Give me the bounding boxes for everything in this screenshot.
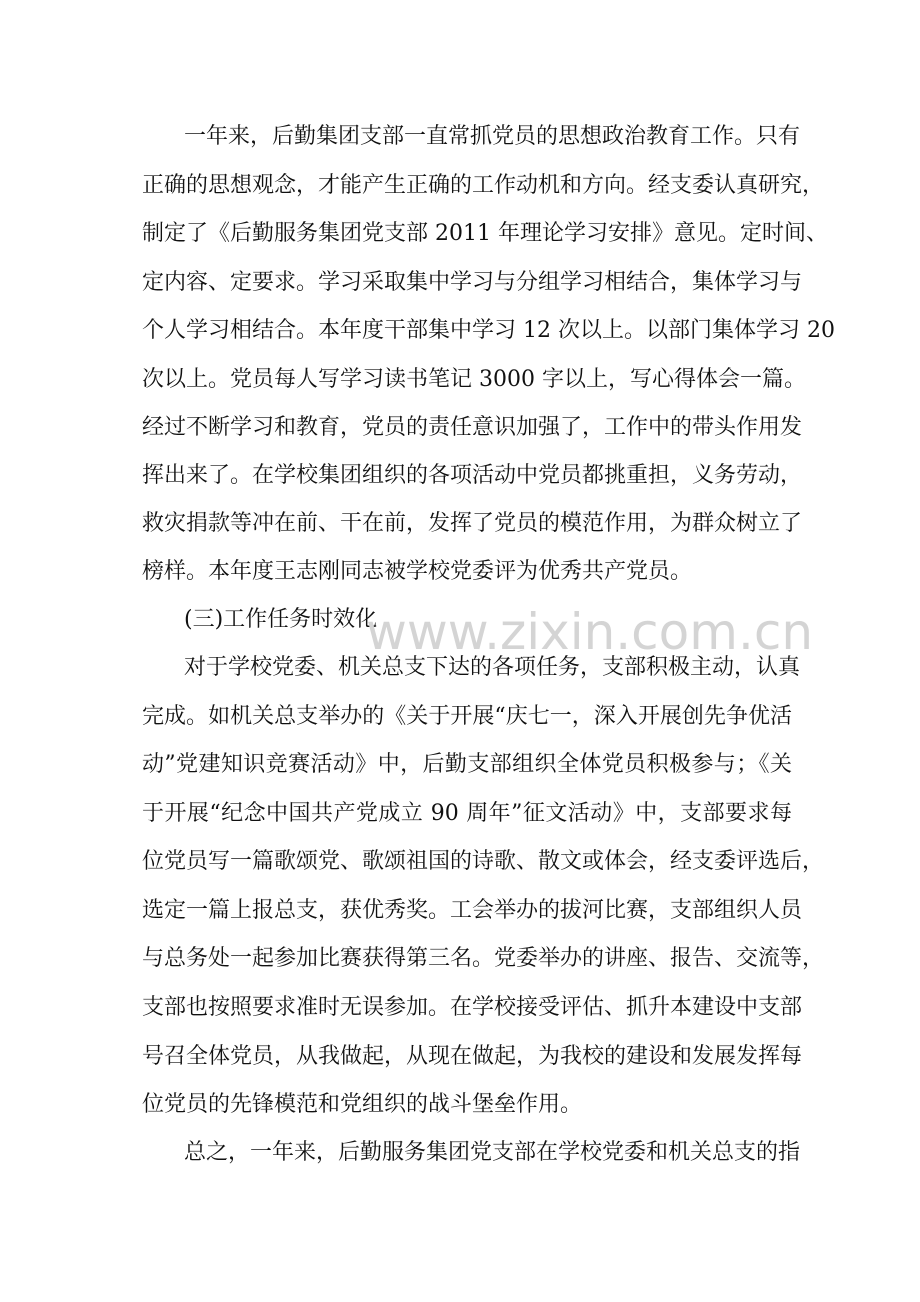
paragraph-1-line-6: 次以上。党员每人写学习读书笔记 3000 字以上，写心得体会一篇。	[142, 367, 806, 392]
paragraph-2-line-10: 位党员的先锋模范和党组织的战斗堡垒作用。	[142, 1092, 583, 1117]
paragraph-3-line-1: 总之，一年来，后勤服务集团党支部在学校党委和机关总支的指	[184, 1140, 801, 1165]
paragraph-1-line-3: 制定了《后勤服务集团党支部 2011 年理论学习安排》意见。定时间、	[142, 221, 828, 246]
paragraph-2-line-3: 动”党建知识竞赛活动》中，后勤支部组织全体党员积极参与；《关	[142, 752, 792, 777]
paragraph-1-line-2: 正确的思想观念，才能产生正确的工作动机和方向。经支委认真研究，	[142, 173, 825, 198]
paragraph-1-line-1: 一年来，后勤集团支部一直常抓党员的思想政治教育工作。只有	[184, 124, 801, 149]
paragraph-1-line-8: 挥出来了。在学校集团组织的各项活动中党员都挑重担，义务劳动，	[142, 463, 803, 488]
paragraph-2-line-6: 选定一篇上报总支，获优秀奖。工会举办的拔河比赛，支部组织人员	[142, 898, 803, 923]
paragraph-1-line-4: 定内容、定要求。学习采取集中学习与分组学习相结合，集体学习与	[142, 270, 803, 295]
paragraph-2-line-9: 号召全体党员，从我做起，从现在做起，为我校的建设和发展发挥每	[142, 1044, 803, 1069]
paragraph-1-line-10: 榜样。本年度王志刚同志被学校党委评为优秀共产党员。	[142, 559, 693, 584]
paragraph-2-line-4: 于开展“纪念中国共产党成立 90 周年”征文活动》中，支部要求每	[142, 801, 792, 826]
paragraph-2-line-7: 与总务处一起参加比赛获得第三名。党委举办的讲座、报告、交流等，	[142, 946, 825, 971]
paragraph-1-line-9: 救灾捐款等冲在前、干在前，发挥了党员的模范作用，为群众树立了	[142, 511, 803, 536]
section-heading: (三)工作任务时效化	[184, 607, 378, 632]
paragraph-2-line-5: 位党员写一篇歌颂党、歌颂祖国的诗歌、散文或体会，经支委评选后，	[142, 849, 825, 874]
paragraph-1-line-7: 经过不断学习和教育，党员的责任意识加强了，工作中的带头作用发	[142, 415, 803, 440]
watermark: www.zixin.com.cn	[366, 603, 814, 661]
paragraph-2-line-2: 完成。如机关总支举办的《关于开展“庆七一，深入开展创先争优活	[142, 704, 792, 729]
paragraph-2-line-1: 对于学校党委、机关总支下达的各项任务，支部积极主动，认真	[184, 655, 801, 680]
paragraph-1-line-5: 个人学习相结合。本年度干部集中学习 12 次以上。以部门集体学习 20	[142, 318, 835, 343]
paragraph-2-line-8: 支部也按照要求准时无误参加。在学校接受评估、抓升本建设中支部	[142, 995, 803, 1020]
